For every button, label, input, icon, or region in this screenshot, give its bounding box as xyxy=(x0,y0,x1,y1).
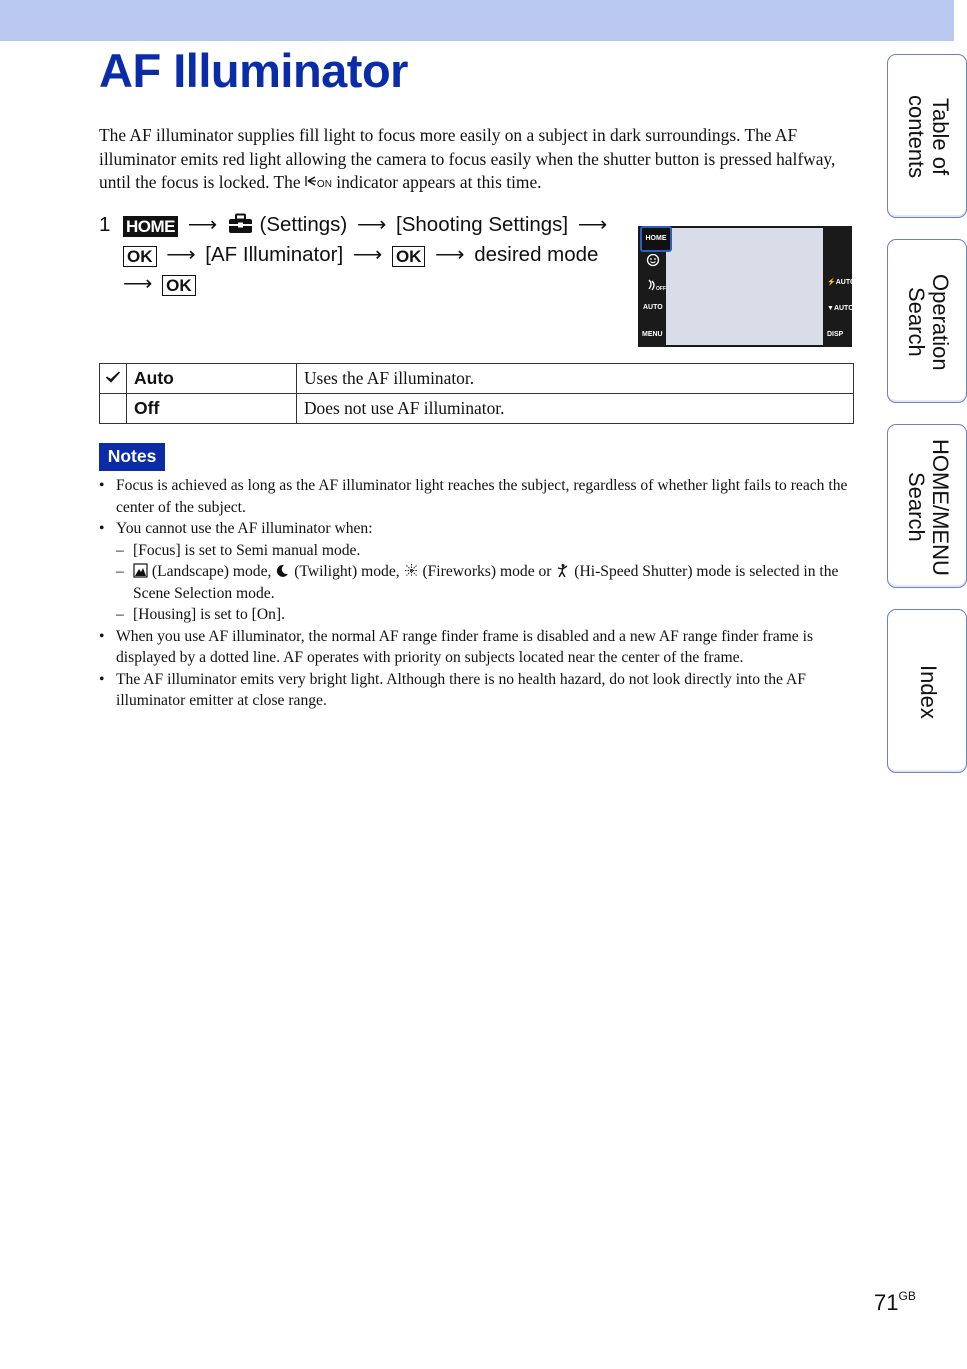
shooting-settings-label: [Shooting Settings] xyxy=(396,213,569,236)
notes-label: Notes xyxy=(99,443,165,471)
intro-text-1: The AF illuminator supplies fill light to focus more easily on a subject in dark surroundings. The AF illuminator emits red light allowing the camera to focus easily when the shutter button is pressed halfway, until the focus is locked. The xyxy=(99,125,836,192)
list-item: • When you use AF illuminator, the normal AF range finder frame is disabled and a new AF range finder frame is displayed by a dotted line. AF operates with priority on subjects located near the center of the frame. xyxy=(99,626,855,669)
lcd-screen xyxy=(666,228,823,345)
lcd-disp-icon: DISP xyxy=(827,331,844,338)
arrow-right-icon: ⟶ xyxy=(356,213,387,236)
step-number: 1 xyxy=(99,213,111,236)
top-banner xyxy=(0,0,954,41)
list-item: • The AF illuminator emits very bright light. Although there is no health hazard, do not look directly into the AF illuminator emitter at close range. xyxy=(99,669,855,712)
home-button-icon: HOME xyxy=(123,216,178,237)
list-item: • Focus is achieved as long as the AF illuminator light reaches the subject, regardless of whether light fails to reach the center of the subject. xyxy=(99,475,855,518)
ok-button-icon: OK xyxy=(392,246,426,267)
default-check-cell xyxy=(100,394,127,424)
af-illuminator-label: [AF Illuminator] xyxy=(205,242,344,266)
lcd-side-auto: AUTO xyxy=(643,304,663,311)
lcd-home-icon: HOME xyxy=(640,226,672,252)
default-check-cell xyxy=(100,364,127,394)
option-description: Does not use AF illuminator. xyxy=(297,394,854,424)
af-illuminator-on-icon: ON xyxy=(305,173,332,197)
fireworks-icon xyxy=(404,563,419,578)
intro-text-2: indicator appears at this time. xyxy=(331,172,542,192)
face-detection-icon xyxy=(646,253,660,267)
tab-index[interactable]: Index xyxy=(887,609,967,773)
ok-button-icon: OK xyxy=(123,246,157,267)
table-row xyxy=(100,364,854,394)
macro-icon xyxy=(646,278,664,292)
option-name: Off xyxy=(127,394,297,424)
arrow-right-icon: ⟶ xyxy=(352,242,383,266)
page-number: $71^{GB}$ xyxy=(874,1289,916,1315)
option-name: Auto xyxy=(127,364,297,394)
page-suffix: GB xyxy=(898,1289,916,1303)
page-title: AF Illuminator xyxy=(99,44,408,97)
table-row xyxy=(100,394,854,424)
flash-auto-icon: ⚡AUTO xyxy=(827,279,856,286)
arrow-right-icon: ⟶ xyxy=(187,213,218,236)
iso-auto-icon: ▼AUTO xyxy=(827,305,854,312)
notes-list xyxy=(99,475,855,712)
list-item: – (Landscape) mode, (Twilight) mode, (Fireworks) mode or (Hi-Speed Shutter) mode is selected in the Scene Selection mode. xyxy=(99,561,855,604)
arrow-right-icon: ⟶ xyxy=(577,213,608,236)
tab-home-menu-search[interactable]: HOME/MENU Search xyxy=(887,424,967,588)
check-mark-icon xyxy=(105,370,121,384)
tab-table-of-contents[interactable]: Table of contents xyxy=(887,54,967,218)
lcd-menu-icon: MENU xyxy=(642,331,663,338)
list-item: – [Housing] is set to [On]. xyxy=(99,604,855,626)
ok-button-icon: OK xyxy=(162,275,196,296)
arrow-right-icon: ⟶ xyxy=(435,242,465,266)
list-item: – [Focus] is set to Semi manual mode. xyxy=(99,540,855,562)
intro-paragraph xyxy=(99,124,855,197)
arrow-right-icon: ⟶ xyxy=(166,242,196,266)
landscape-icon xyxy=(133,563,148,578)
list-item: • You cannot use the AF illuminator when: xyxy=(99,518,855,540)
options-table xyxy=(99,363,854,424)
camera-lcd-illustration xyxy=(638,226,856,347)
desired-mode-label: desired mode xyxy=(474,242,599,266)
svg-text:OFF: OFF xyxy=(656,286,666,292)
tab-operation-search[interactable]: Operation Search xyxy=(887,239,967,403)
settings-toolbox-icon xyxy=(227,213,254,234)
arrow-right-icon: ⟶ xyxy=(123,272,153,295)
step-1 xyxy=(99,210,614,299)
settings-label: (Settings) xyxy=(259,213,348,236)
option-description: Uses the AF illuminator. xyxy=(297,364,854,394)
twilight-moon-icon xyxy=(275,563,290,578)
hi-speed-shutter-icon xyxy=(555,563,570,578)
